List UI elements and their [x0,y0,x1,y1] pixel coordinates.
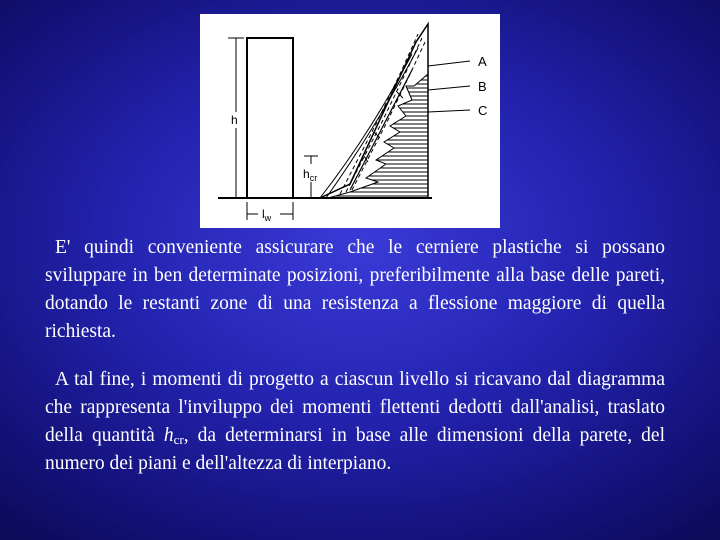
curve-leaders [428,61,470,112]
wall-outline [247,38,293,198]
label-hcr-main: h [303,167,310,181]
label-h: h [231,113,238,127]
label-lw [262,207,272,223]
curve-label-c: C [478,103,488,118]
moment-diagram [320,24,428,198]
curve-label-b: B [478,79,487,94]
paragraph-2-hcr-subscript: cr [173,432,184,447]
paragraph-1: E' quindi conveniente assicurare che le cerniere plastiche si possano sviluppare in ben determinate posizioni, preferibilmente alla base delle pareti, dotando le restanti zone di una resistenza a flessione maggiore di quella richiesta. [45,237,665,342]
paragraph-2 [45,366,665,478]
curve-label-a: A [478,54,487,69]
diagram-svg [200,14,500,228]
label-lw-main: l [262,207,265,221]
paragraph-2-end: , da determinarsi in base alle dimensioni della parete, del numero dei piani e dell'altezza di interpiano. [45,425,665,474]
wall-moment-diagram [200,14,500,228]
paragraph-2-hcr-symbol: h [163,425,174,446]
paragraph-2-start: A tal fine, i momenti di progetto a ciascun livello si ricavano dal diagramma che rappresenta l'inviluppo dei momenti flettenti dedotti dall'analisi, traslato della quantità [45,369,665,446]
label-hcr [303,167,317,183]
label-hcr-sub: cr [309,173,318,183]
label-lw-sub: w [264,213,272,223]
